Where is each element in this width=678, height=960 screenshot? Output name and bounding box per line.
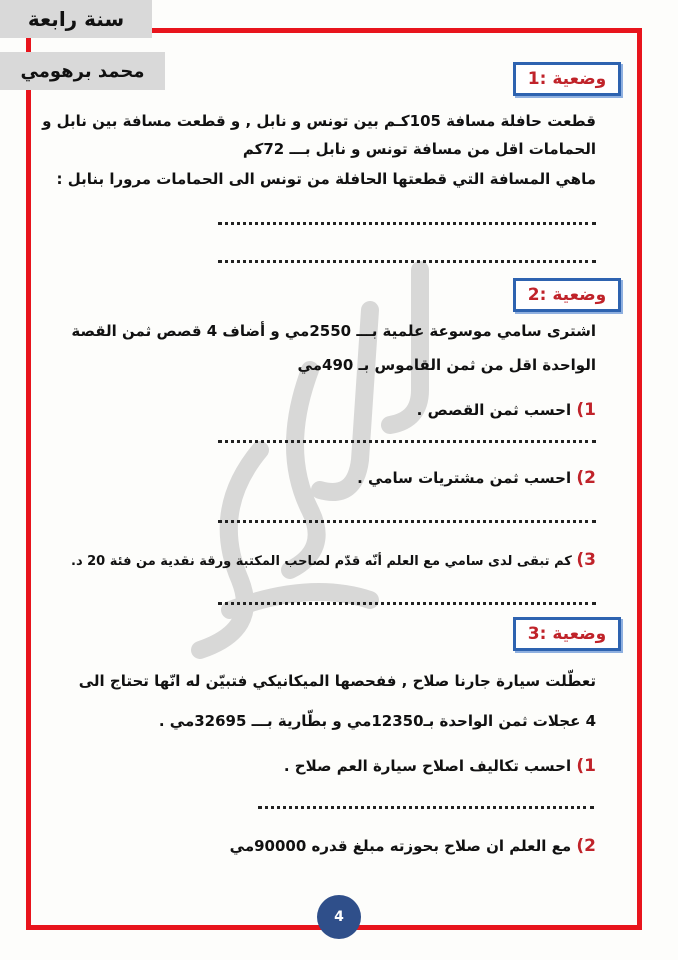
question-text: احسب ثمن مشتريات سامي . xyxy=(357,469,572,487)
section-2-title: وضعية :2 xyxy=(513,278,621,312)
section-3-line-1: تعطّلت سيارة جارنا صلاح , ففحصها الميكانيكي فتبيّن له انّها تحتاج الى xyxy=(78,672,596,690)
question-number: 1) xyxy=(576,400,596,420)
question-number: 2) xyxy=(576,836,596,856)
section-3-title: وضعية :3 xyxy=(513,617,621,651)
question-number: 2) xyxy=(576,468,596,488)
page-number-badge: 4 xyxy=(317,895,361,939)
section-2-question-2 xyxy=(357,468,596,488)
section-3-question-1 xyxy=(284,756,596,776)
section-1-line-3: ماهي المسافة التي قطعتها الحافلة من تونس الى الحمامات مرورا بنابل : xyxy=(56,170,596,188)
section-1-title: وضعية :1 xyxy=(513,62,621,96)
question-text: احسب ثمن القصص . xyxy=(416,401,572,419)
section-2-question-1 xyxy=(417,400,596,420)
question-text: احسب تكاليف اصلاح سيارة العم صلاح . xyxy=(283,757,572,775)
answer-line xyxy=(218,222,596,225)
section-2-line-1: اشترى سامي موسوعة علمية بـــ 2550مي و أضاف 4 قصص ثمن القصة xyxy=(71,322,596,340)
section-3-question-2 xyxy=(230,836,596,856)
section-1-line-2: الحمامات اقل من مسافة تونس و نابل بـــ 72كم xyxy=(242,140,596,158)
answer-line xyxy=(218,602,596,605)
answer-line xyxy=(258,806,594,809)
answer-line xyxy=(218,520,596,523)
author-label: محمد برهومي xyxy=(0,52,165,90)
answer-line xyxy=(218,260,596,263)
section-1-line-1: قطعت حافلة مسافة 105كـم بين تونس و نابل , و قطعت مسافة بين نابل و xyxy=(42,112,596,130)
section-3-line-2: 4 عجلات ثمن الواحدة بـ12350مي و بطّارية بـــ 32695مي . xyxy=(158,712,596,730)
section-2-question-3 xyxy=(71,550,596,570)
grade-label: سنة رابعة xyxy=(0,0,152,38)
question-text: كم تبقى لدى سامي مع العلم أنّه قدّم لصاحب المكتبة ورقة نقدية من فئة 20 د. xyxy=(71,554,572,569)
answer-line xyxy=(218,440,596,443)
question-number: 1) xyxy=(576,756,596,776)
question-number: 3) xyxy=(576,550,596,570)
question-text: مع العلم ان صلاح بحوزته مبلغ قدره 90000مي xyxy=(229,837,572,855)
section-2-line-2: الواحدة اقل من ثمن القاموس بـ 490مي xyxy=(297,356,596,374)
